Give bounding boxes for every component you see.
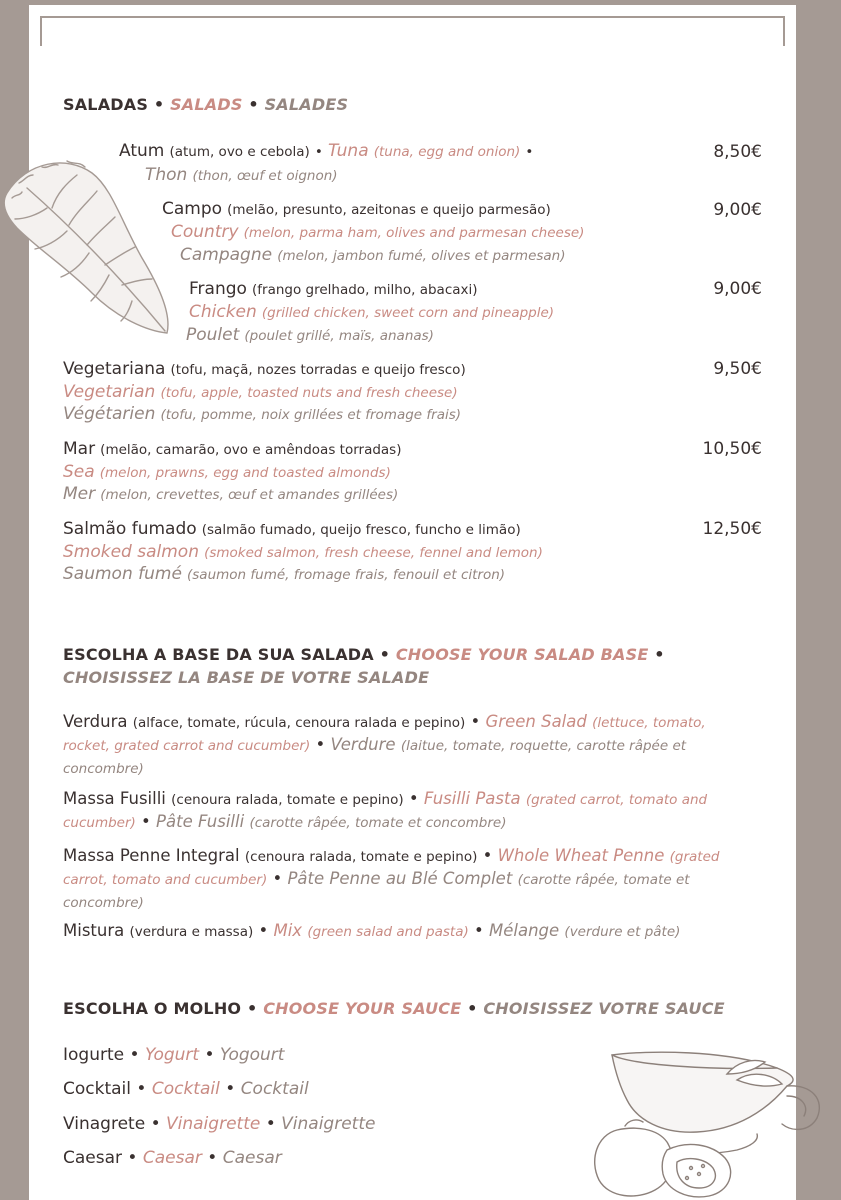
menu-item-line-pt: Atum (atum, ovo e cebola) • Tuna (tuna, egg and onion) • <box>119 141 534 161</box>
sauce-item: Caesar • Caesar • Caesar <box>63 1148 282 1168</box>
menu-item-line-pt: Mar (melão, camarão, ovo e amêndoas torradas) <box>63 439 402 459</box>
salad-base-item: Massa Fusilli (cenoura ralada, tomate e pepino) • Fusilli Pasta (grated carrot, tomato and cucumber) • Pâte Fusilli (carotte râpée, tomate et concombre) <box>63 789 708 831</box>
price: 8,50€ <box>713 142 762 162</box>
salad-base-item: Massa Penne Integral (cenoura ralada, tomate e pepino) • Whole Wheat Penne (grated carrot, tomato and cucumber) • Pâte Penne au Blé Complet (carotte râpée, tomate et concombre) <box>63 846 720 911</box>
menu-item-line-en: Smoked salmon (smoked salmon, fresh cheese, fennel and lemon) <box>63 542 543 562</box>
sauce-item: Cocktail • Cocktail • Cocktail <box>63 1079 309 1099</box>
menu-item-line-fr: Campagne (melon, jambon fumé, olives et parmesan) <box>180 245 566 265</box>
salad-base-item: Verdura (alface, tomate, rúcula, cenoura ralada e pepino) • Green Salad (lettuce, tomato, rocket, grated carrot and cucumber) • Verdure (laitue, tomate, roquette, carotte râpée et concombre) <box>63 712 706 777</box>
price: 9,00€ <box>713 279 762 299</box>
menu-page <box>29 5 796 1200</box>
menu-item-line-en: Country (melon, parma ham, olives and parmesan cheese) <box>171 222 585 242</box>
menu-item-line-fr: Mer (melon, crevettes, œuf et amandes grillées) <box>63 484 399 504</box>
decorative-frame <box>40 16 785 46</box>
sauce-boat-illustration-icon <box>587 1040 827 1200</box>
menu-item-line-fr: Poulet (poulet grillé, maïs, ananas) <box>186 325 434 345</box>
menu-item-line-en: Chicken (grilled chicken, sweet corn and pineapple) <box>189 302 555 322</box>
menu-item-line-fr: Saumon fumé (saumon fumé, fromage frais, fenouil et citron) <box>63 564 506 584</box>
sauce-item: Iogurte • Yogurt • Yogourt <box>63 1045 285 1065</box>
menu-item-line-pt: Campo (melão, presunto, azeitonas e queijo parmesão) <box>162 199 551 219</box>
salad-base-item: Mistura (verdura e massa) • Mix (green salad and pasta) • Mélange (verdure et pâte) <box>63 921 681 940</box>
menu-item-line-en: Sea (melon, prawns, egg and toasted almonds) <box>63 462 391 482</box>
price: 10,50€ <box>702 439 762 459</box>
menu-item-line-fr: Thon (thon, œuf et oignon) <box>145 165 338 185</box>
salad-base-heading: ESCOLHA A BASE DA SUA SALADA • CHOOSE YOUR SALAD BASE • CHOISISSEZ LA BASE DE VOTRE SALADE <box>63 645 665 687</box>
menu-item-line-pt: Vegetariana (tofu, maçã, nozes torradas e queijo fresco) <box>63 359 466 379</box>
price: 9,50€ <box>713 359 762 379</box>
menu-item-line-pt: Salmão fumado (salmão fumado, queijo fresco, funcho e limão) <box>63 519 521 539</box>
price: 9,00€ <box>713 200 762 220</box>
sauce-heading: ESCOLHA O MOLHO • CHOOSE YOUR SAUCE • CHOISISSEZ VOTRE SAUCE <box>63 999 725 1018</box>
salads-heading: SALADAS • SALADS • SALADES <box>63 95 349 114</box>
menu-item-line-en: Vegetarian (tofu, apple, toasted nuts and fresh cheese) <box>63 382 458 402</box>
sauce-item: Vinagrete • Vinaigrette • Vinaigrette <box>63 1114 376 1134</box>
menu-item-line-fr: Végétarien (tofu, pomme, noix grillées et fromage frais) <box>63 404 462 424</box>
menu-item-line-pt: Frango (frango grelhado, milho, abacaxi) <box>189 279 478 299</box>
price: 12,50€ <box>702 519 762 539</box>
